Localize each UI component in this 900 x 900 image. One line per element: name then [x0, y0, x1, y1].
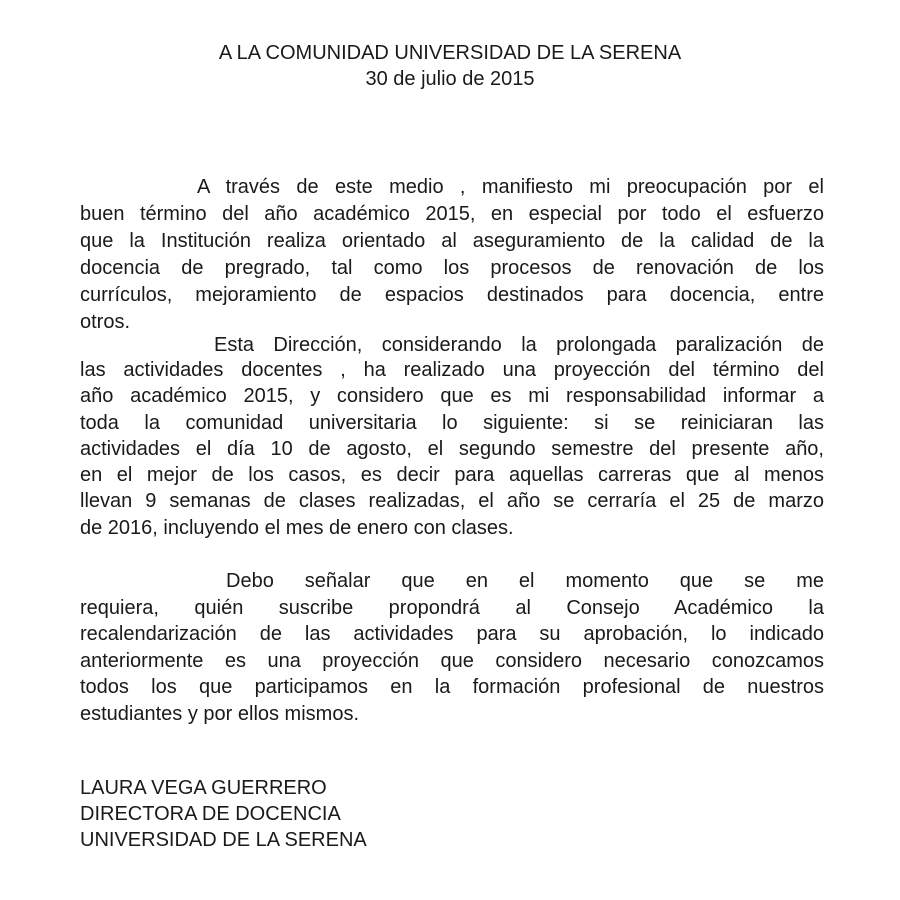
paragraph-line: año académico 2015, y considero que es mi responsabilidad informar a	[80, 385, 824, 407]
letter-date: 30 de julio de 2015	[365, 68, 535, 90]
paragraph-line: Esta Dirección, considerando la prolongada paralización de	[214, 334, 824, 356]
paragraph-line: A través de este medio , manifiesto mi preocupación por el	[197, 176, 824, 198]
paragraph-line: llevan 9 semanas de clases realizadas, el año se cerraría el 25 de marzo	[80, 490, 824, 512]
paragraph-line: toda la comunidad universitaria lo siguiente: si se reiniciaran las	[80, 412, 824, 434]
paragraph-line: anteriormente es una proyección que considero necesario conozcamos	[80, 650, 824, 672]
paragraph-line: buen término del año académico 2015, en especial por todo el esfuerzo	[80, 203, 824, 225]
paragraph-line: de 2016, incluyendo el mes de enero con clases.	[80, 517, 514, 539]
paragraph-line: actividades el día 10 de agosto, el segundo semestre del presente año,	[80, 438, 824, 460]
signature-position: DIRECTORA DE DOCENCIA	[80, 803, 341, 825]
paragraph-line: Debo señalar que en el momento que se me	[226, 570, 824, 592]
paragraph-line: currículos, mejoramiento de espacios destinados para docencia, entre	[80, 284, 824, 306]
paragraph-line: todos los que participamos en la formación profesional de nuestros	[80, 676, 824, 698]
signature-institution: UNIVERSIDAD DE LA SERENA	[80, 829, 367, 851]
paragraph-line: docencia de pregrado, tal como los procesos de renovación de los	[80, 257, 824, 279]
paragraph-line: estudiantes y por ellos mismos.	[80, 703, 360, 725]
paragraph-line: que la Institución realiza orientado al aseguramiento de la calidad de la	[80, 230, 824, 252]
paragraph-line: otros.	[80, 311, 131, 333]
paragraph-line: recalendarización de las actividades para su aprobación, lo indicado	[80, 623, 824, 645]
paragraph-line: requiera, quién suscribe propondrá al Consejo Académico la	[80, 597, 824, 619]
paragraph-line: en el mejor de los casos, es decir para aquellas carreras que al menos	[80, 464, 824, 486]
signature-name: LAURA VEGA GUERRERO	[80, 777, 327, 799]
paragraph-line: las actividades docentes , ha realizado una proyección del término del	[80, 359, 824, 381]
letter-header	[0, 40, 900, 92]
letter-title: A LA COMUNIDAD UNIVERSIDAD DE LA SERENA	[218, 42, 682, 64]
